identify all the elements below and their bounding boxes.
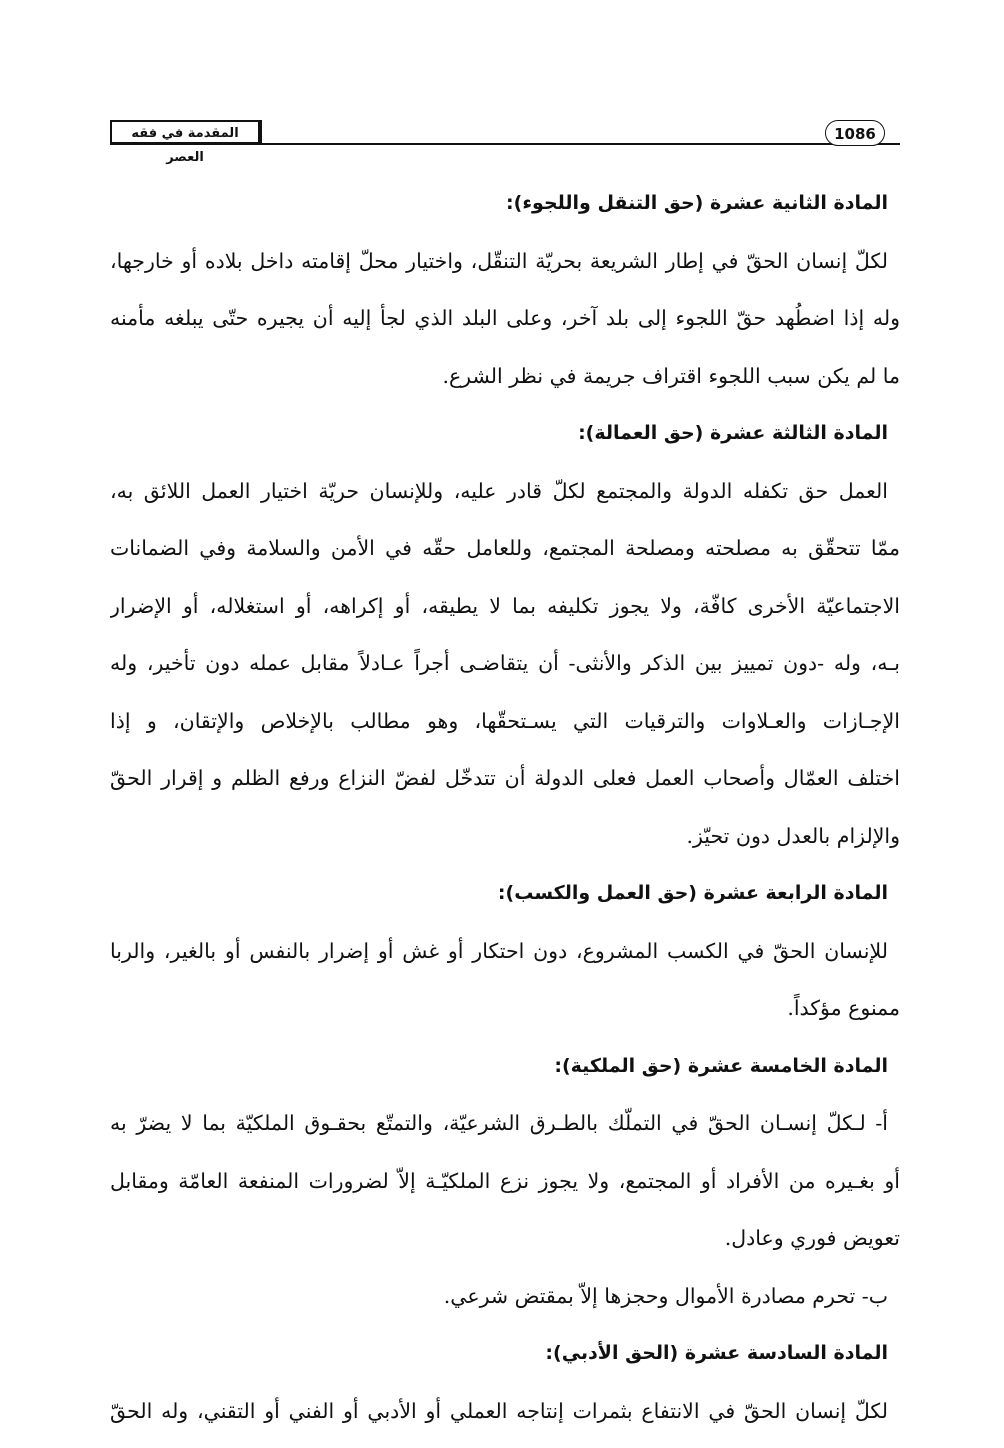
- paragraph-line: بـه، وله -دون تمييز بين الذكر والأنثى- أن يتقاضـى أجراً عـادلاً مقابل عمله دون تأخير، وله: [110, 643, 900, 701]
- section-article-14: [110, 873, 900, 1046]
- paragraph-line: الإجـازات والعـلاوات والترقيات التي يسـتحقّها، وهو مطالب بالإخلاص والإتقان، و إذا: [110, 701, 900, 759]
- paragraph-line: لكلّ إنسان الحقّ في الانتفاع بثمرات إنتاجه العملي أو الأدبي أو الفني أو التقني، وله الحقّ: [110, 1391, 900, 1448]
- paragraph-line: تعويض فوري وعادل.: [110, 1218, 900, 1276]
- paragraph-line: لكلّ إنسان الحقّ في إطار الشريعة بحريّة التنقّل، واختيار محلّ إقامته داخل بلاده أو خارجها،: [110, 241, 900, 299]
- paragraph-line: أو بغـيره من الأفراد أو المجتمع، ولا يجوز نزع الملكيّـة إلاّ لضرورات المنفعة العامّة ومقابل: [110, 1161, 900, 1219]
- section-article-15: [110, 1046, 900, 1334]
- article-heading: المادة الرابعة عشرة (حق العمل والكسب):: [110, 873, 900, 931]
- article-heading: المادة السادسة عشرة (الحق الأدبي):: [110, 1333, 900, 1391]
- article-heading: المادة الخامسة عشرة (حق الملكية):: [110, 1046, 900, 1104]
- paragraph-line: الاجتماعيّة الأخرى كافّة، ولا يجوز تكليفه بما لا يطيقه، أو إكراهه، أو استغلاله، أو الإضرار: [110, 586, 900, 644]
- paragraph-line: ب- تحرم مصادرة الأموال وحجزها إلاّ بمقتض شرعي.: [110, 1276, 900, 1334]
- paragraph-line: ممّا تتحقّق به مصلحته ومصلحة المجتمع، وللعامل حقّه في الأمن والسلامة وفي الضمانات: [110, 528, 900, 586]
- paragraph-line: للإنسان الحقّ في الكسب المشروع، دون احتكار أو غش أو إضرار بالنفس أو بالغير، والربا: [110, 931, 900, 989]
- section-article-13: [110, 413, 900, 873]
- paragraph-line: ما لم يكن سبب اللجوء اقتراف جريمة في نظر الشرع.: [110, 356, 900, 414]
- paragraph-line: أ- لـكلّ إنسـان الحقّ في التملّك بالطـرق الشرعيّة، والتمتّع بحقـوق الملكيّة بما لا يضرّ به: [110, 1103, 900, 1161]
- section-article-12: [110, 183, 900, 413]
- article-heading: المادة الثانية عشرة (حق التنقل واللجوء):: [110, 183, 900, 241]
- paragraph-line: اختلف العمّال وأصحاب العمل فعلى الدولة أن تتدخّل لفضّ النزاع ورفع الظلم و إقرار الحقّ: [110, 758, 900, 816]
- paragraph-line: ممنوع مؤكداً.: [110, 988, 900, 1046]
- paragraph-line: العمل حق تكفله الدولة والمجتمع لكلّ قادر عليه، وللإنسان حريّة اختيار العمل اللائق به،: [110, 471, 900, 529]
- page-body: [110, 183, 900, 1448]
- section-article-16: [110, 1333, 900, 1448]
- paragraph-line: والإلزام بالعدل دون تحيّز.: [110, 816, 900, 874]
- paragraph-line: وله إذا اضطُهد حقّ اللجوء إلى بلد آخر، وعلى البلد الذي لجأ إليه أن يجيره حتّى يبلغه مأمنه: [110, 298, 900, 356]
- page-number: 1086: [825, 120, 885, 146]
- article-heading: المادة الثالثة عشرة (حق العمالة):: [110, 413, 900, 471]
- book-title: المقدمة في فقه العصر: [110, 120, 262, 144]
- page-header: [110, 112, 900, 148]
